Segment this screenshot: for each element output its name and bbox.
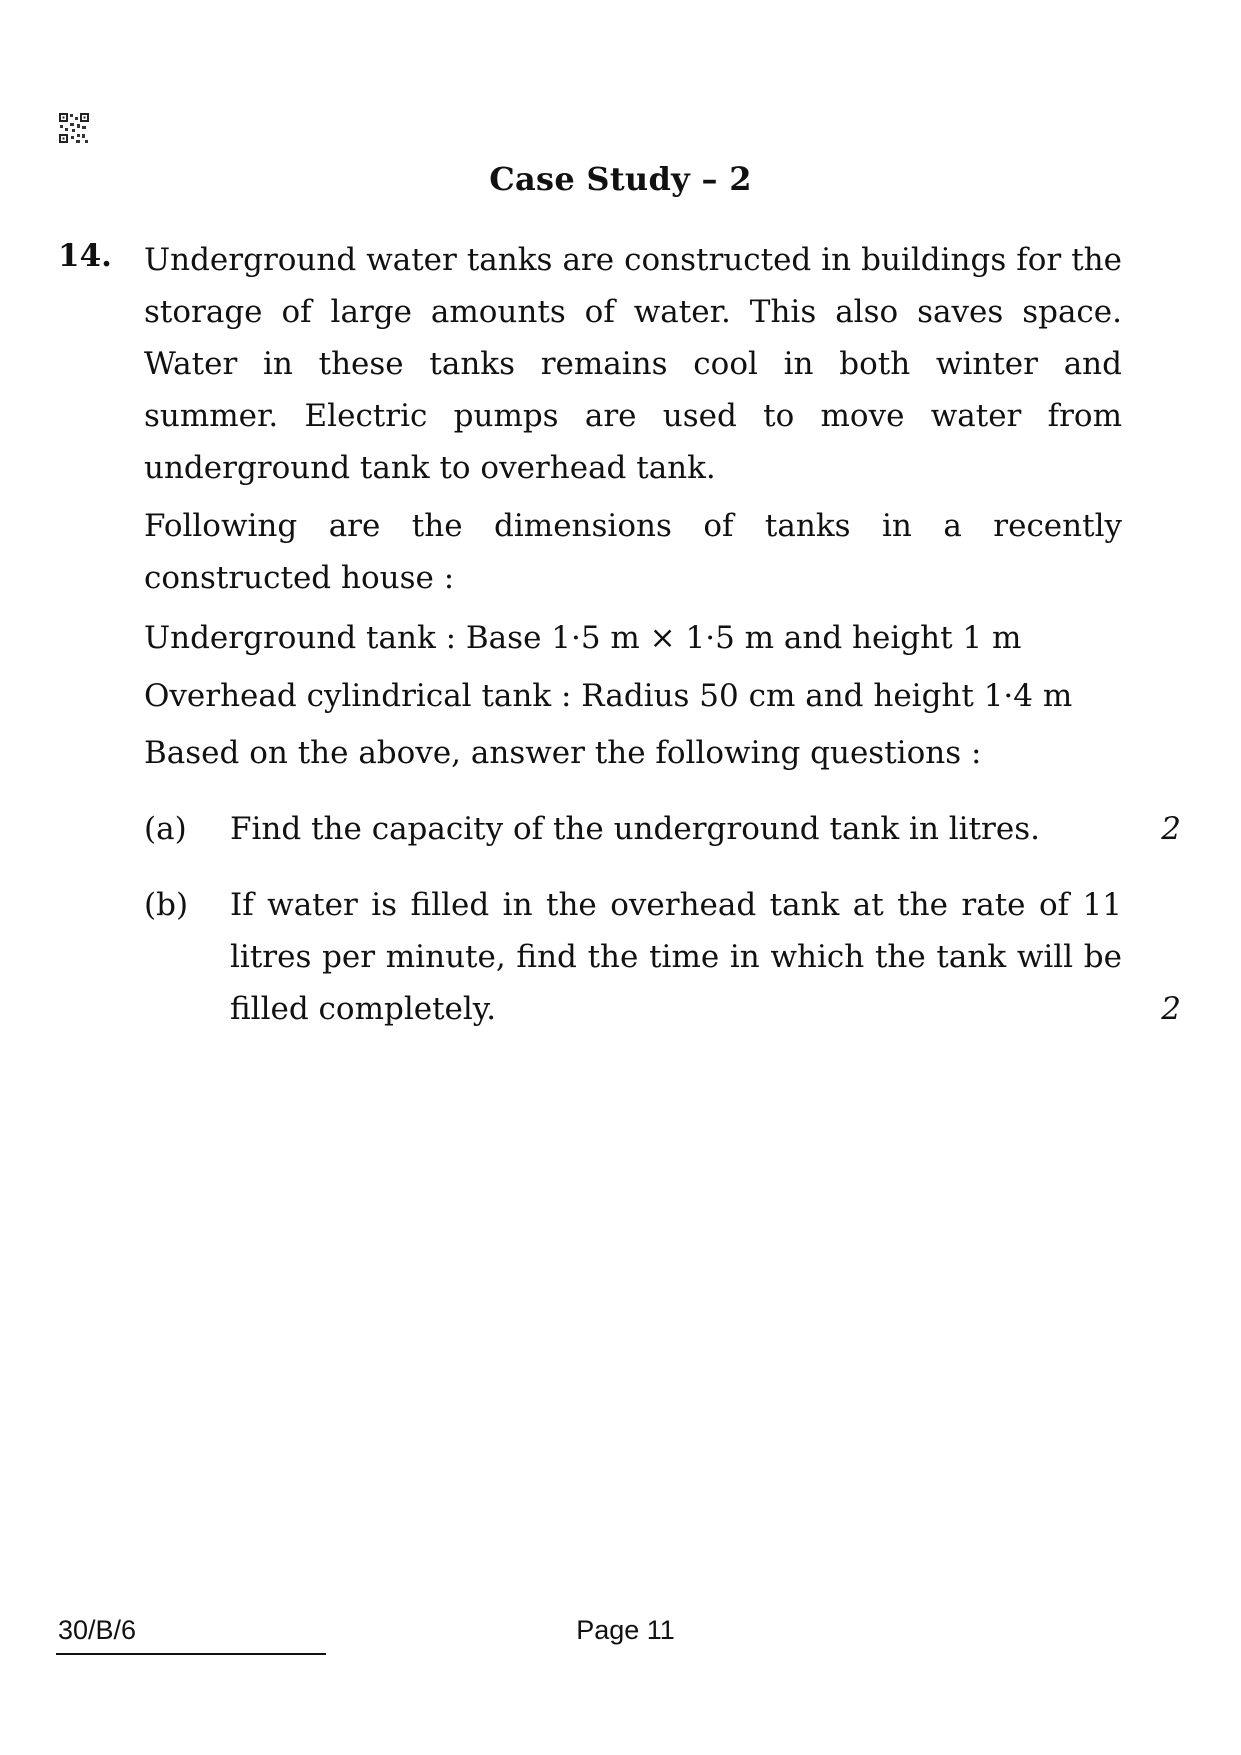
- part-a-marks: 2: [1161, 811, 1181, 847]
- qr-code-icon: [58, 112, 90, 144]
- footer-underline: [56, 1653, 326, 1655]
- part-a-label: (a): [144, 811, 187, 847]
- question-intro: Underground water tanks are constructed in buildings for the storage of large amounts of water. This also saves space. Water in these tanks remains cool in both winter and summer. Electric pumps are used to move water from underground tank to overhead tank.: [144, 242, 1122, 486]
- instruction-text: Based on the above, answer the following questions :: [144, 735, 982, 771]
- question-number: 14.: [58, 238, 112, 274]
- paper-code: 30/B/6: [58, 1615, 137, 1645]
- page-number: Page 11: [576, 1615, 675, 1645]
- overhead-tank-dimensions: Overhead cylindrical tank : Radius 50 cm and height 1·4 m: [144, 678, 1073, 714]
- dimensions-intro: Following are the dimensions of tanks in a recently constructed house :: [144, 508, 1122, 596]
- part-b-text: If water is filled in the overhead tank at the rate of 11 litres per minute, find the time in which the tank will be filled completely.: [230, 887, 1122, 1027]
- underground-tank-dimensions: Underground tank : Base 1·5 m × 1·5 m and height 1 m: [144, 620, 1022, 656]
- part-a-text: Find the capacity of the underground tank in litres.: [230, 811, 1040, 847]
- part-b-label: (b): [144, 887, 189, 923]
- part-b-marks: 2: [1161, 991, 1181, 1027]
- section-title: Case Study – 2: [489, 160, 752, 198]
